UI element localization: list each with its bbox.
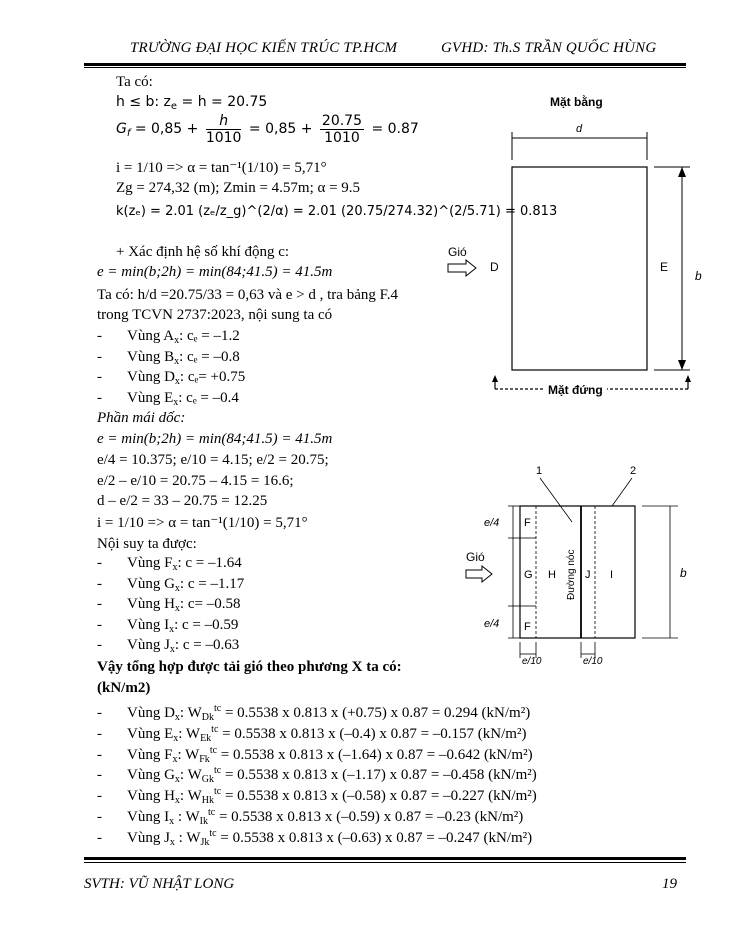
zone-item: - Vùng $E_x$: cₑ = –0.4 [97, 389, 239, 408]
fig2-n2: 2 [630, 465, 637, 477]
vay-tong-hop: Vậy tổng hợp được tải gió theo phương X ta có: [97, 659, 402, 675]
fig2-e10b: e/10 [583, 656, 603, 667]
i-alpha-line-2: i = 1/10 => α = tan⁻¹(1/10) = 5,71° [97, 515, 308, 531]
zone-item: - Vùng $D_x$: cₑ= +0.75 [97, 369, 246, 387]
fig2-F2: F [524, 621, 531, 633]
load-item: - Vùng $H_x$: $W_{Hk}^{tc} = 0.5538$ x 0.813 x (–0.58) x 0.87 = –0.227 (kN/m²) [97, 786, 537, 807]
fig2-n1: 1 [536, 465, 543, 477]
e2-line: e/2 – e/10 = 20.75 – 4.15 = 16.6; [97, 473, 294, 489]
unit-heading: (kN/m2) [97, 680, 151, 696]
header-advisor: GVHD: Th.S TRẦN QUỐC HÙNG [441, 40, 657, 56]
fig1-title: Mặt bằng [550, 95, 603, 109]
fig2-G: G [524, 569, 533, 581]
fig2-F1: F [524, 517, 531, 529]
fig2-e10a: e/10 [522, 656, 542, 667]
header-school: TRƯỜNG ĐẠI HỌC KIẾN TRÚC TP.HCM [130, 40, 398, 56]
load-item: - Vùng $G_x$: $W_{Gk}^{tc} = 0.5538$ x 0.813 x (–1.17) x 0.87 = –0.458 (kN/m²) [97, 765, 537, 786]
footer-student: SVTH: VŨ NHẬT LONG [84, 876, 235, 892]
plan-rect [512, 167, 647, 370]
xac-dinh-he-so: + Xác định hệ số khí động c: [116, 244, 290, 260]
wind-arrow-icon-2 [466, 566, 492, 582]
ta-co-hd: Ta có: h/d =20.75/33 = 0,63 và e > d , tra bảng F.4 [97, 287, 398, 303]
load-item: - Vùng $E_x$: $W_{Ek}^{tc} = 0.5538$ x 0.813 x (–0.4) x 0.87 = –0.157 (kN/m²) [97, 723, 527, 744]
zone-item: - Vùng $F_x$: c = –1.64 [97, 555, 242, 573]
fig2-e4a: e/4 [484, 517, 500, 529]
fig2-gio: Gió [466, 550, 485, 564]
load-item: - Vùng $F_x$: $W_{Fk}^{tc} = 0.5538$ x 0.813 x (–1.64) x 0.87 = –0.642 (kN/m²) [97, 744, 533, 765]
gf-formula: $G_f = 0,85$ + $\frac{h}{1010}$ = 0,85 + $\frac{20.75}{1010}$ = 0.87 [116, 112, 419, 146]
zg-line: Zg = 274,32 (m); Zmin = 4.57m; α = 9.5 [116, 180, 361, 196]
fig2-J: J [585, 569, 591, 581]
zone-item: - Vùng $B_x$: cₑ = –0.8 [97, 348, 240, 367]
fig2-ridge: Đường nóc [566, 549, 577, 600]
fig2-e4b: e/4 [484, 618, 500, 630]
load-item: - Vùng $I_x$ : $W_{Ik}^{tc} = 0.5538$ x 0.813 x (–0.59) x 0.87 = –0.23 (kN/m²) [97, 807, 524, 827]
fig1-mat-dung: Mặt đứng [548, 383, 603, 397]
footer-rule-thin [84, 862, 686, 863]
load-item: - Vùng $J_x$ : $W_{Jk}^{tc} = 0.5538$ x 0.813 x (–0.63) x 0.87 = –0.247 (kN/m²) [97, 827, 533, 848]
fig2-I: I [610, 569, 614, 581]
h-le-b: h ≤ b: $z_e = h = 20.75$ [116, 94, 268, 112]
k-formula: k(zₑ) = 2.01 (zₑ/z_g)^(2/α) = 2.01 (20.75/274.32)^(2/5.71) = 0.813 [116, 204, 558, 219]
fig1-D: D [490, 260, 499, 274]
header-rule-thin [84, 67, 686, 68]
zone-item: - Vùng $A_x$: cₑ = –1.2 [97, 328, 240, 346]
fig1-d: d [576, 123, 583, 135]
page-number: 19 [662, 876, 677, 892]
fig1-gio: Gió [448, 245, 467, 259]
zone-item: - Vùng $J_x$: c = –0.63 [97, 637, 240, 655]
header-rule [84, 63, 686, 66]
roof-rect [520, 506, 635, 638]
noi-suy: Nội suy ta được: [97, 536, 197, 552]
trong-tcvn: trong TCVN 2737:2023, nội sung ta có [97, 307, 333, 323]
zone-item: - Vùng $G_x$: c = –1.17 [97, 575, 245, 594]
fig1-b: b [695, 269, 702, 283]
fig1-E: E [660, 260, 669, 274]
i-alpha-line: i = 1/10 => α = tan⁻¹(1/10) = 5,71° [116, 160, 327, 176]
ta-co: Ta có: [116, 74, 153, 90]
zone-item: - Vùng $H_x$: c= –0.58 [97, 596, 241, 614]
figure-roof-zones [460, 460, 700, 675]
phan-mai-doc: Phần mái dốc: [97, 410, 186, 426]
footer-rule [84, 857, 686, 860]
zone-item: - Vùng $I_x$: c = –0.59 [97, 616, 239, 635]
fig2-b: b [680, 566, 687, 580]
e4-line: e/4 = 10.375; e/10 = 4.15; e/2 = 20.75; [97, 452, 329, 468]
e-min-2: e = min(b;2h) = min(84;41.5) = 41.5m [97, 431, 333, 447]
e-min-1: e = min(b;2h) = min(84;41.5) = 41.5m [97, 264, 333, 280]
fig2-H: H [548, 569, 556, 581]
d-e2-line: d – e/2 = 33 – 20.75 = 12.25 [97, 493, 268, 509]
wind-arrow-icon [448, 260, 476, 276]
figure-plan [440, 90, 720, 410]
load-item: - Vùng $D_x$: $W_{Dk}^{tc} = 0.5538$ x 0.813 x (+0.75) x 0.87 = 0.294 (kN/m²) [97, 703, 531, 723]
